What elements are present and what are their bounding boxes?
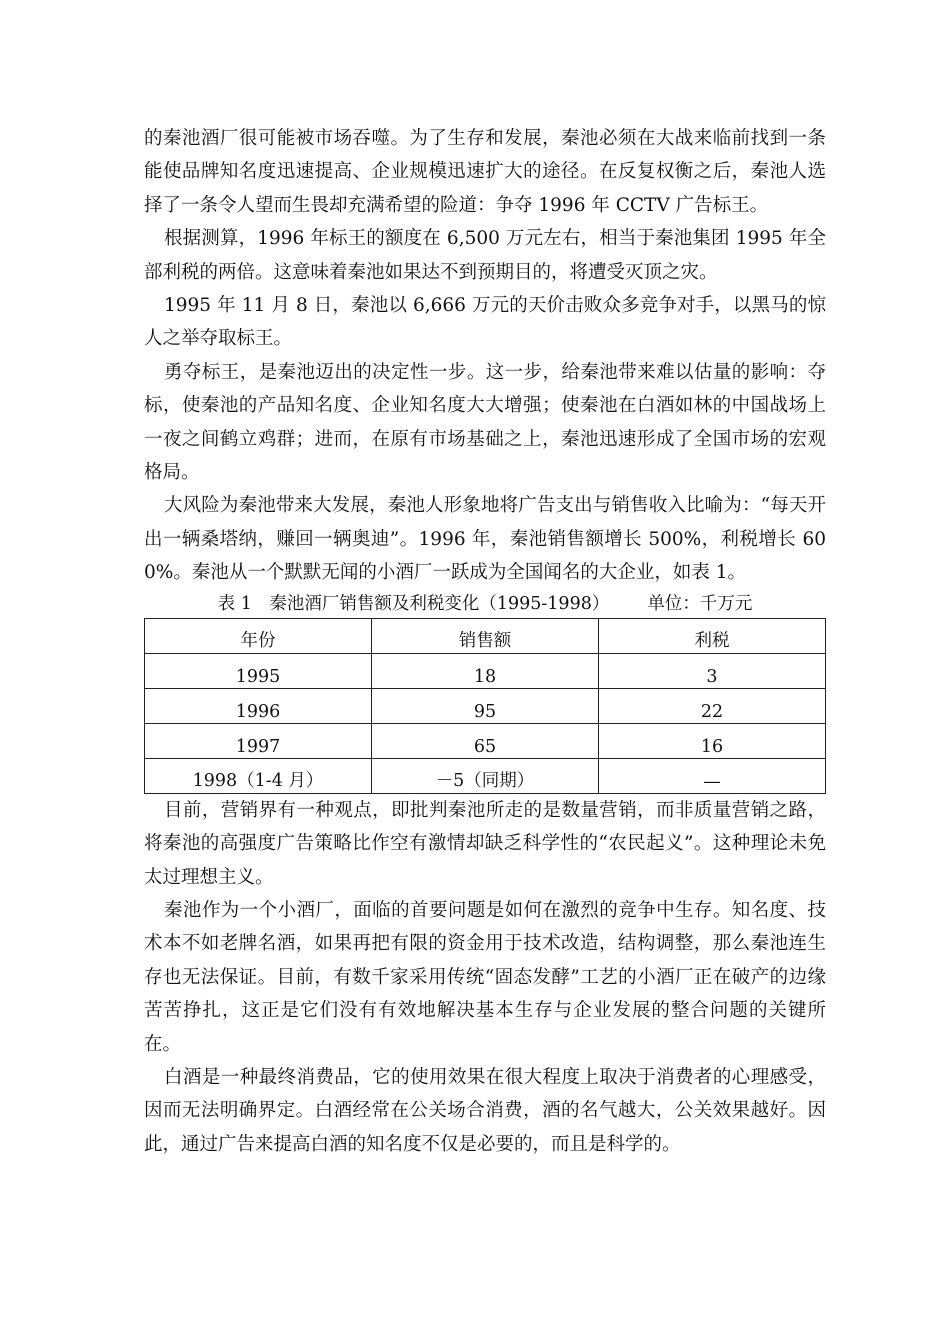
cell-sales: －5（同期） <box>372 758 599 793</box>
table-row <box>145 688 826 723</box>
table-header-row <box>145 618 826 653</box>
cell-year: 1997 <box>145 723 372 758</box>
document-body <box>144 122 826 1161</box>
header-sales: 销售额 <box>372 618 599 653</box>
cell-sales: 18 <box>372 653 599 688</box>
header-year: 年份 <box>145 618 372 653</box>
paragraph-8: 白酒是一种最终消费品，它的使用效果在很大程度上取决于消费者的心理感受，因而无法明确界定。白酒经常在公关场合消费，酒的名气越大，公关效果越好。因此，通过广告来提高白酒的知名度不仅是必要的，而且是科学的。 <box>144 1066 826 1155</box>
cell-year: 1998（1-4 月） <box>145 758 372 793</box>
paragraph-5: 大风险为秦池带来大发展，秦池人形象地将广告支出与销售收入比喻为：“每天开出一辆桑塔纳，赚回一辆奥迪”。1996 年，秦池销售额增长 500%，利税增长 600%。秦池从一个默默无闻的小酒厂一跃成为全国闻名的大企业，如表 1。 <box>144 495 826 584</box>
cell-sales: 65 <box>372 723 599 758</box>
paragraph-4: 勇夺标王，是秦池迈出的决定性一步。这一步，给秦池带来难以估量的影响：夺标，使秦池的产品知名度、企业知名度大大增强；使秦池在白酒如林的中国战场上一夜之间鹤立鸡群；进而，在原有市场基础之上，秦池迅速形成了全国市场的宏观格局。 <box>144 361 826 484</box>
cell-year: 1996 <box>145 688 372 723</box>
cell-year: 1995 <box>145 653 372 688</box>
cell-sales: 95 <box>372 688 599 723</box>
paragraph-3: 1995 年 11 月 8 日，秦池以 6,666 万元的天价击败众多竞争对手，以黑马的惊人之举夺取标王。 <box>144 295 826 350</box>
table-row <box>145 653 826 688</box>
table-unit: 单位：千万元 <box>647 593 753 614</box>
paragraphs-after-table <box>144 794 826 1161</box>
paragraph-7: 秦池作为一个小酒厂，面临的首要问题是如何在激烈的竞争中生存。知名度、技术本不如老牌名酒，如果再把有限的资金用于技术改造，结构调整，那么秦池连生存也无法保证。目前，有数千家采用传统“固态发酵”工艺的小酒厂正在破产的边缘苦苦挣扎，这正是它们没有有效地解决基本生存与企业发展的整合问题的关键所在。 <box>144 899 826 1055</box>
paragraph-2: 根据测算，1996 年标王的额度在 6,500 万元左右，相当于秦池集团 1995 年全部利税的两倍。这意味着秦池如果达不到预期目的，将遭受灭顶之灾。 <box>144 228 826 283</box>
cell-tax: 22 <box>599 688 826 723</box>
table-title: 表 1 秦池酒厂销售额及利税变化（1995-1998） <box>217 593 610 614</box>
table-row <box>145 723 826 758</box>
table-caption <box>144 590 826 618</box>
cell-tax: — <box>599 758 826 793</box>
sales-tax-table <box>144 618 826 794</box>
paragraph-6: 目前，营销界有一种观点，即批判秦池所走的是数量营销，而非质量营销之路，将秦池的高强度广告策略比作空有激情却缺乏科学性的“农民起义”。这种理论未免太过理想主义。 <box>144 799 826 888</box>
paragraph-1: 的秦池酒厂很可能被市场吞噬。为了生存和发展，秦池必须在大战来临前找到一条能使品牌知名度迅速提高、企业规模迅速扩大的途径。在反复权衡之后，秦池人选择了一条令人望而生畏却充满希望的险道：争夺 1996 年 CCTV 广告标王。 <box>144 128 826 216</box>
cell-tax: 16 <box>599 723 826 758</box>
header-tax: 利税 <box>599 618 826 653</box>
cell-tax: 3 <box>599 653 826 688</box>
table-row <box>145 758 826 793</box>
